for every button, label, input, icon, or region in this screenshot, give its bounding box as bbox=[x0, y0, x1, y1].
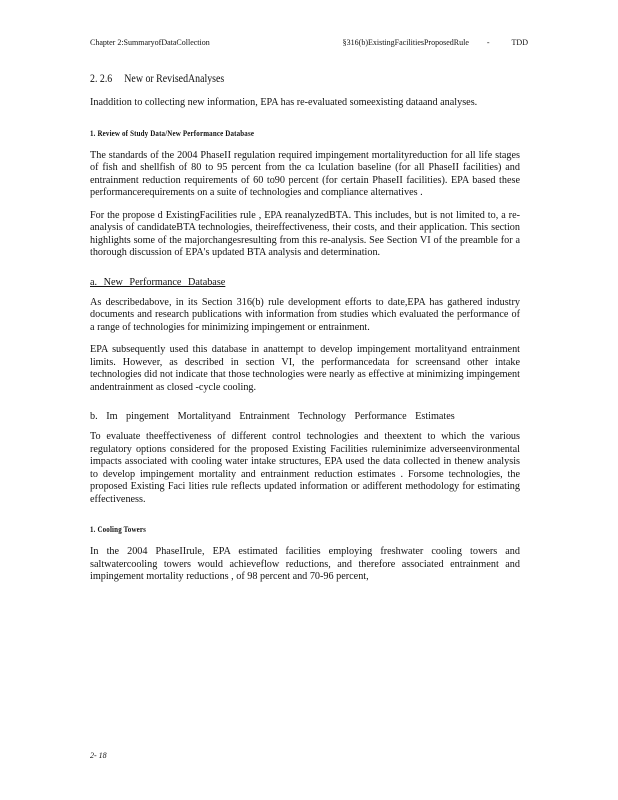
running-header bbox=[90, 37, 528, 49]
estimates-heading: b. Im pingement Mortalityand Entrainment Technology Performance Estimates bbox=[90, 411, 455, 422]
intro-paragraph: Inaddition to collecting new information, EPA has re-evaluated someexisting dataand analyses. bbox=[90, 97, 478, 108]
page-number: 2- 18 bbox=[90, 751, 107, 760]
header-rule: §316(b)ExistingFacilitiesProposedRule bbox=[342, 38, 469, 47]
review-paragraph-2: For the propose d ExistingFacilities rule , EPA reanalyzedBTA. This includes, but is not limited to, a re-analysis of candidateBTA technologies, theireffectiveness, their costs, and their application. This section highlights some of the majorchangesresulting from this re-analysis. See Section VI of the preamble for a thorough discussion of EPA's updated BTA analysis and determination. bbox=[90, 209, 520, 258]
new-database-paragraph-1: As describedabove, in its Section 316(b) rule development efforts to date,EPA has gathered industry documents and research publications with information from studies which evaluated the performance of a range of technologies for minimizing impingement or entrainment. bbox=[90, 296, 520, 333]
estimates-paragraph: To evaluate theeffectiveness of different control technologies and theextent to which the various regulatory options considered for the proposed Existing Facilities ruleminimize adverseenvironmental impacts associated with cooling water intake structures, EPA used the data collected in thenew analysis to develop impingement mortality and entrainment reduction estimates . Forsome technologies, the proposed Existing Faci lities rule reflects updated information or adifferent methodology for estimating effectiveness. bbox=[90, 431, 520, 505]
header-chapter: Chapter 2:SummaryofDataCollection bbox=[90, 38, 210, 47]
cooling-towers-paragraph: In the 2004 PhaseIIrule, EPA estimated facilities employing freshwater cooling towers and saltwatercooling towers would achieveflow reductions, and therefore associated entrainment and impingement mortality reductions , of 98 percent and 70-96 percent, bbox=[90, 546, 520, 582]
section-title-text: New or RevisedAnalyses bbox=[124, 73, 225, 85]
new-database-paragraph-2: EPA subsequently used this database in anattempt to develop impingement mortalityand entrainment limits. However, as described in section VI, the performancedata for screensand other intake technologies did not indicate that those technologies were nearly as effective at minimizing impingement andentrainment as closed -cycle cooling. bbox=[90, 344, 520, 393]
header-dash: - bbox=[486, 38, 490, 47]
review-paragraph-1: The standards of the 2004 PhaseII regulation required impingement mortalityreduction for all life stages of fish and shellfish of 80 to 95 percent from the ca lculation baseline (for all PhaseII facilities) and entrainment reduction requirements of 60 to90 percent (for certain PhaseII facilities). EPA based these performancerequirements on a suite of technologies and compliance alternatives . bbox=[90, 149, 520, 198]
new-database-heading: a. New Performance Database bbox=[90, 276, 226, 288]
section-number: 2. 2.6 bbox=[90, 73, 113, 85]
header-doc: TDD bbox=[511, 38, 528, 47]
review-heading: 1. Review of Study Data/New Performance Database bbox=[90, 127, 255, 138]
page-content bbox=[90, 72, 520, 584]
header-right bbox=[343, 37, 528, 49]
section-title bbox=[90, 72, 460, 86]
cooling-towers-heading: 1. Cooling Towers bbox=[90, 524, 147, 534]
